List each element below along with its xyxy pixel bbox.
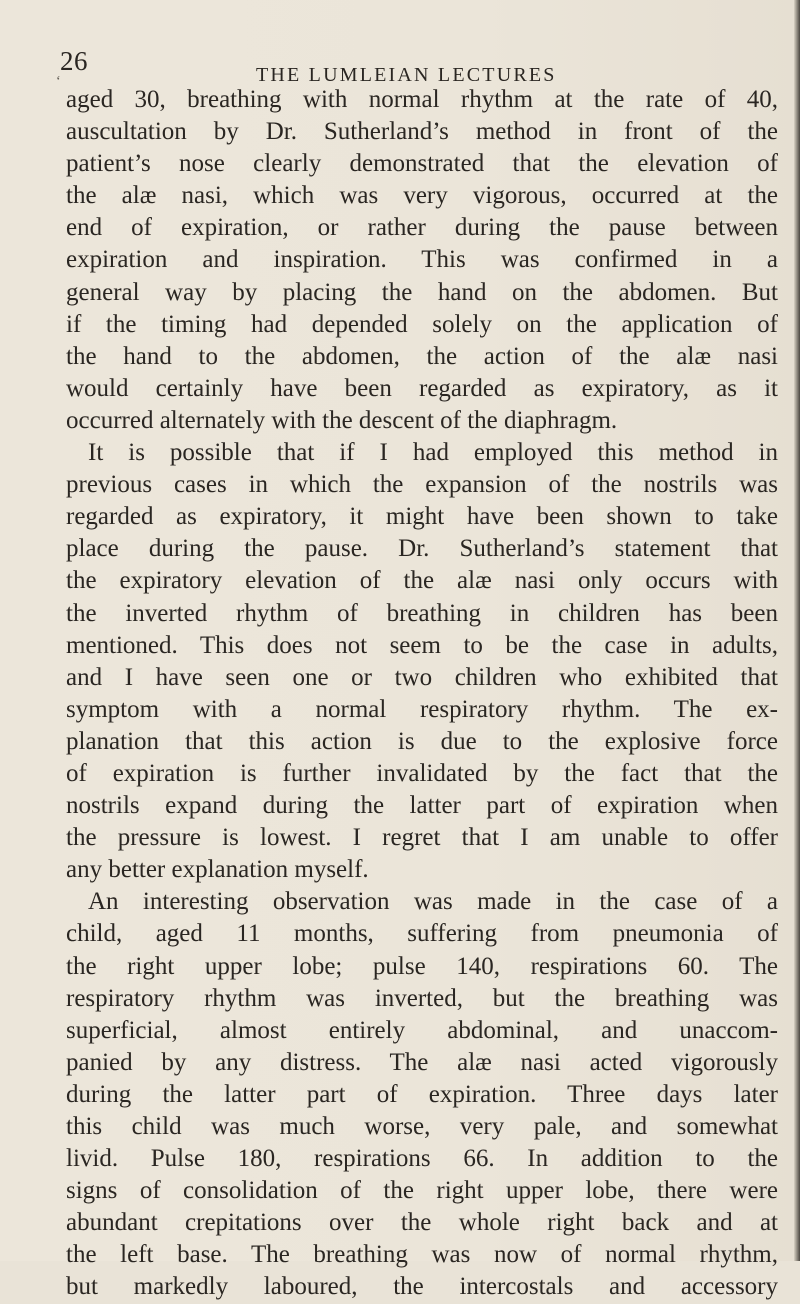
- body-text: [66, 84, 778, 1304]
- text-line: superficial, almost entirely abdominal, and unaccom-: [66, 1016, 778, 1044]
- text-line: the right upper lobe; pulse 140, respirations 60. The: [66, 952, 778, 980]
- text-line: occurred alternately with the descent of the diaphragm.: [66, 406, 618, 434]
- text-line: abundant crepitations over the whole right back and at: [66, 1209, 778, 1237]
- text-line: end of expiration, or rather during the pause between: [66, 214, 778, 242]
- text-line: the hand to the abdomen, the action of the alæ nasi: [66, 342, 778, 370]
- page-number: 26: [60, 46, 88, 76]
- print-speck: ‘: [56, 74, 61, 89]
- text-line: but markedly laboured, the intercostals and accessory: [66, 1273, 778, 1301]
- text-line: symptom with a normal respiratory rhythm. The ex-: [66, 695, 778, 723]
- text-line: any better explanation myself.: [66, 856, 369, 884]
- text-line: the expiratory elevation of the alæ nasi only occurs with: [66, 567, 778, 595]
- text-line: aged 30, breathing with normal rhythm at the rate of 40,: [66, 86, 778, 113]
- text-line: signs of consolidation of the right upper lobe, there were: [66, 1177, 778, 1205]
- text-line: this child was much worse, very pale, and somewhat: [66, 1113, 778, 1140]
- text-line: respiratory rhythm was inverted, but the breathing was: [66, 984, 778, 1012]
- text-line: and I have seen one or two children who exhibited that: [66, 663, 778, 691]
- text-line: livid. Pulse 180, respirations 66. In addition to the: [66, 1145, 778, 1173]
- paragraph-first-line: It is possible that if I had employed this method in: [88, 439, 778, 467]
- paragraph-first-line: An interesting observation was made in the case of a: [88, 888, 778, 916]
- text-line: the left base. The breathing was now of normal rhythm,: [66, 1241, 778, 1269]
- text-line: would certainly have been regarded as expiratory, as it: [66, 374, 778, 402]
- text-line: auscultation by Dr. Sutherland’s method in front of the: [66, 118, 778, 146]
- text-line: place during the pause. Dr. Sutherland’s statement that: [66, 535, 778, 563]
- text-line: the alæ nasi, which was very vigorous, occurred at the: [66, 182, 778, 210]
- text-line: the pressure is lowest. I regret that I am unable to offer: [66, 824, 778, 852]
- text-line: child, aged 11 months, suffering from pneumonia of: [66, 920, 778, 948]
- text-line: mentioned. This does not seem to be the case in adults,: [66, 631, 778, 659]
- text-line: patient’s nose clearly demonstrated that the elevation of: [66, 150, 778, 178]
- text-line: the inverted rhythm of breathing in children has been: [66, 599, 778, 627]
- text-line: regarded as expiratory, it might have been shown to take: [66, 503, 778, 531]
- text-line: general way by placing the hand on the abdomen. But: [66, 278, 778, 306]
- text-line: if the timing had depended solely on the application of: [66, 310, 778, 338]
- text-line: panied by any distress. The alæ nasi acted vigorously: [66, 1048, 778, 1076]
- running-head: THE LUMLEIAN LECTURES: [256, 64, 557, 86]
- text-line: previous cases in which the expansion of the nostrils was: [66, 471, 778, 499]
- text-line: planation that this action is due to the explosive force: [66, 727, 778, 755]
- text-line: nostrils expand during the latter part of expiration when: [66, 792, 778, 820]
- text-line: of expiration is further invalidated by the fact that the: [66, 759, 778, 787]
- page-edge: [794, 0, 800, 1261]
- text-line: expiration and inspiration. This was confirmed in a: [66, 246, 778, 274]
- text-line: during the latter part of expiration. Three days later: [66, 1080, 778, 1108]
- page-header: [0, 46, 800, 86]
